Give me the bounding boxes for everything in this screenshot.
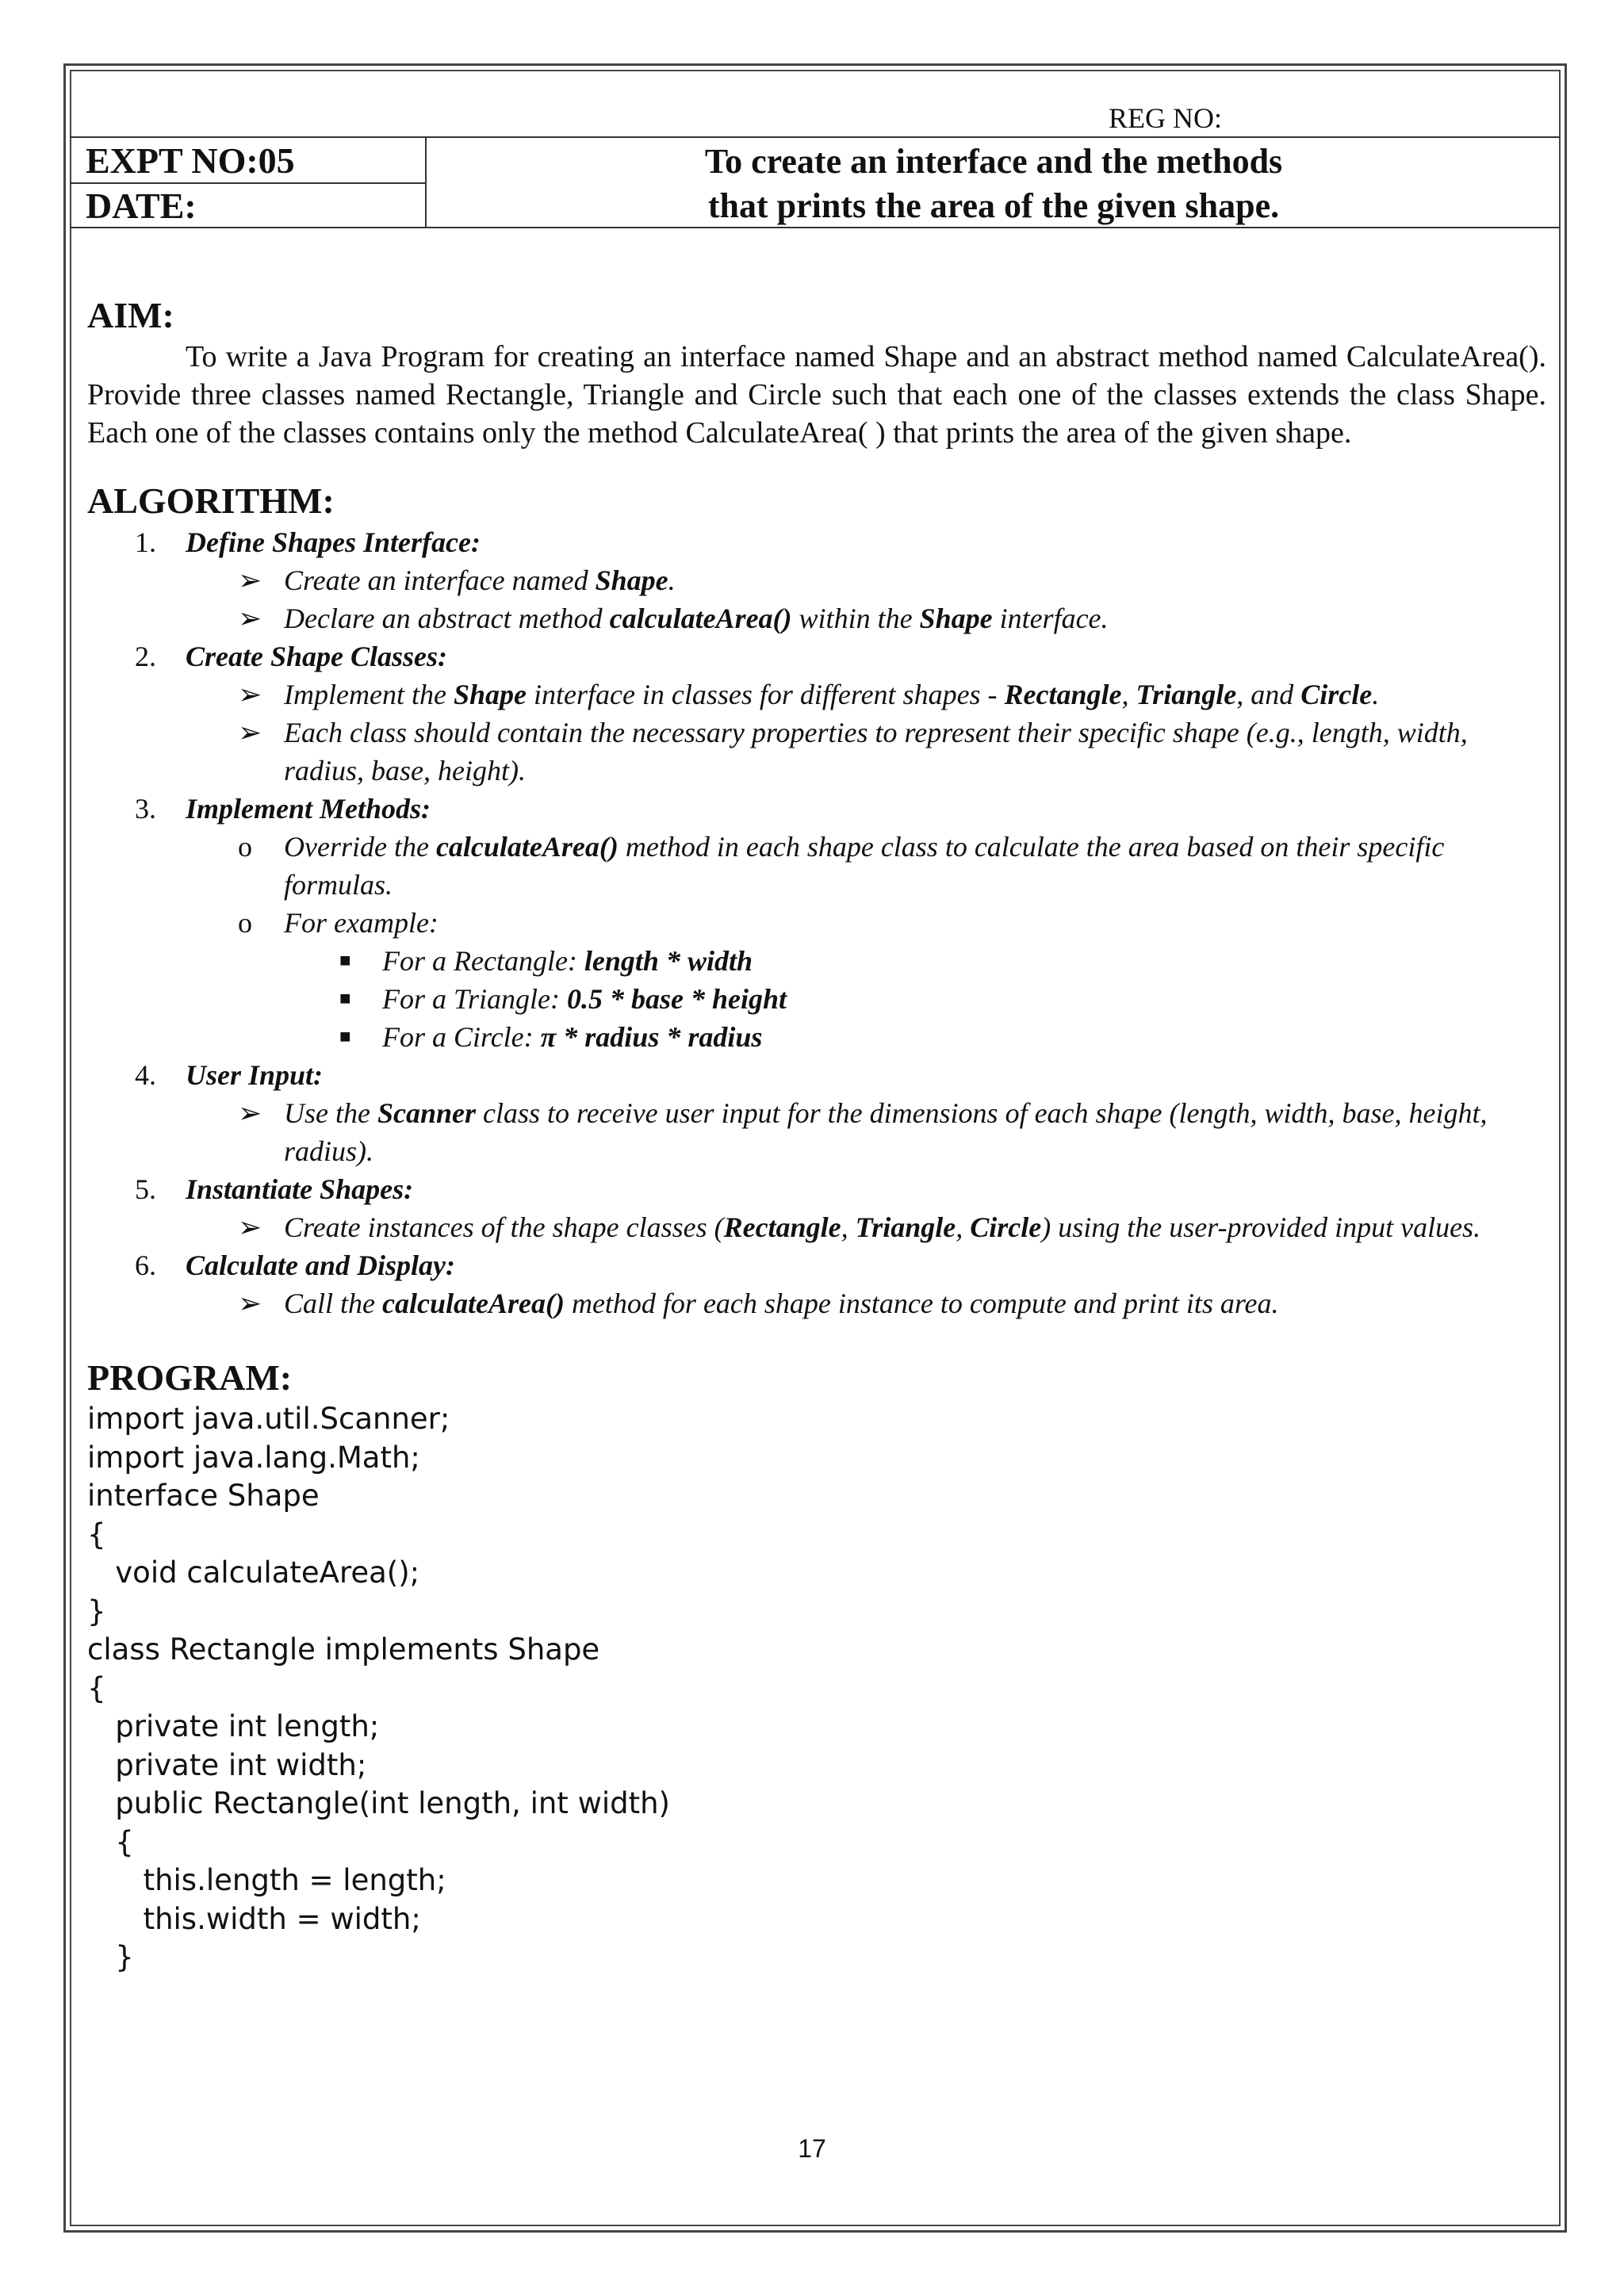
aim-text: To write a Java Program for creating an interface named Shape and an abstract method named CalculateArea(). Provide three classes named Rectangle, Triangle and Circle such that each one of the classes extends the class Shape. Each one of the classes contains only the method CalculateArea( ) that prints the area of the given shape. <box>87 340 1546 450</box>
step-number: 2. <box>135 641 156 672</box>
step-bullet: ➢ Call the calculateArea() method for each shape instance to compute and print its area. <box>284 1284 1546 1322</box>
page-content <box>87 293 1546 1977</box>
step-bullet: ➢ Create an interface named Shape. <box>284 561 1546 599</box>
algorithm-steps <box>87 523 1546 1322</box>
arrow-bullet-icon: ➢ <box>238 717 262 748</box>
step-title: Create Shape Classes: <box>186 641 448 672</box>
arrow-bullet-icon: ➢ <box>238 1211 262 1243</box>
step-bullet: ➢ Implement the Shape interface in classes for different shapes - Rectangle, Triangle, and Circle. <box>284 675 1546 714</box>
algorithm-step <box>87 637 1546 675</box>
step-bullet: ➢ Each class should contain the necessary properties to represent their specific shape (e.g., length, width, radius, base, height). <box>284 714 1546 790</box>
program-heading: PROGRAM: <box>87 1357 293 1398</box>
program-section <box>87 1356 1546 1977</box>
code-line: } <box>87 1594 106 1628</box>
code-line: { <box>87 1670 106 1705</box>
step-number: 6. <box>135 1249 156 1281</box>
algorithm-heading: ALGORITHM: <box>87 480 335 521</box>
step-bullet: ➢ Create instances of the shape classes (Rectangle, Triangle, Circle) using the user-provided input values. <box>284 1208 1546 1246</box>
algorithm-step <box>87 1056 1546 1094</box>
formula-example: ■ For a Triangle: 0.5 * base * height <box>382 980 1546 1018</box>
code-line: import java.lang.Math; <box>87 1440 420 1475</box>
step-number: 4. <box>135 1059 156 1091</box>
step-bullet: o Override the calculateArea() method in each shape class to calculate the area based on their specific formulas. <box>284 828 1546 904</box>
algorithm-step <box>87 523 1546 561</box>
reg-no-label: REG NO: <box>1109 102 1222 134</box>
formula-example: ■ For a Circle: π * radius * radius <box>382 1018 1546 1056</box>
code-line: public Rectangle(int length, int width) <box>87 1786 670 1820</box>
step-number: 1. <box>135 526 156 558</box>
step-number: 3. <box>135 793 156 825</box>
code-line: this.width = width; <box>87 1901 421 1936</box>
algorithm-section <box>87 479 1546 1322</box>
code-line: { <box>87 1824 134 1859</box>
code-line: } <box>87 1940 134 1974</box>
step-bullet: ➢ Use the Scanner class to receive user input for the dimensions of each shape (length, width, base, height, radius). <box>284 1094 1546 1170</box>
square-bullet-icon: ■ <box>339 989 351 1009</box>
code-line: this.length = length; <box>87 1863 446 1897</box>
code-line: class Rectangle implements Shape <box>87 1632 600 1667</box>
arrow-bullet-icon: ➢ <box>238 1288 262 1319</box>
code-block <box>87 1400 1546 1977</box>
expt-no-label: EXPT NO:05 <box>86 140 295 181</box>
arrow-bullet-icon: ➢ <box>238 564 262 596</box>
step-title: Define Shapes Interface: <box>186 526 481 558</box>
code-line: interface Shape <box>87 1479 320 1513</box>
step-bullet: o For example: <box>284 904 1546 942</box>
algorithm-step <box>87 1246 1546 1284</box>
code-line: { <box>87 1517 106 1552</box>
code-line: import java.util.Scanner; <box>87 1402 450 1436</box>
code-line: void calculateArea(); <box>87 1556 420 1590</box>
code-line: private int width; <box>87 1747 367 1782</box>
algorithm-step <box>87 790 1546 828</box>
arrow-bullet-icon: ➢ <box>238 1097 262 1129</box>
step-title: User Input: <box>186 1059 324 1091</box>
circle-bullet-icon: o <box>238 831 252 863</box>
page-number: 17 <box>798 2134 826 2163</box>
circle-bullet-icon: o <box>238 907 252 939</box>
step-number: 5. <box>135 1173 156 1205</box>
code-line: private int length; <box>87 1709 380 1743</box>
arrow-bullet-icon: ➢ <box>238 603 262 634</box>
experiment-title: To create an interface and the methods that prints the area of the given shape. <box>704 142 1283 225</box>
step-bullet: ➢ Declare an abstract method calculateArea() within the Shape interface. <box>284 599 1546 637</box>
square-bullet-icon: ■ <box>339 951 351 971</box>
algorithm-step <box>87 1170 1546 1208</box>
arrow-bullet-icon: ➢ <box>238 679 262 710</box>
aim-section <box>87 293 1546 452</box>
date-label: DATE: <box>86 186 197 226</box>
square-bullet-icon: ■ <box>339 1027 351 1047</box>
step-title: Calculate and Display: <box>186 1249 455 1281</box>
step-title: Instantiate Shapes: <box>186 1173 414 1205</box>
formula-example: ■ For a Rectangle: length * width <box>382 942 1546 980</box>
step-title: Implement Methods: <box>186 793 431 825</box>
aim-heading: AIM: <box>87 295 174 335</box>
experiment-header <box>70 70 1561 227</box>
